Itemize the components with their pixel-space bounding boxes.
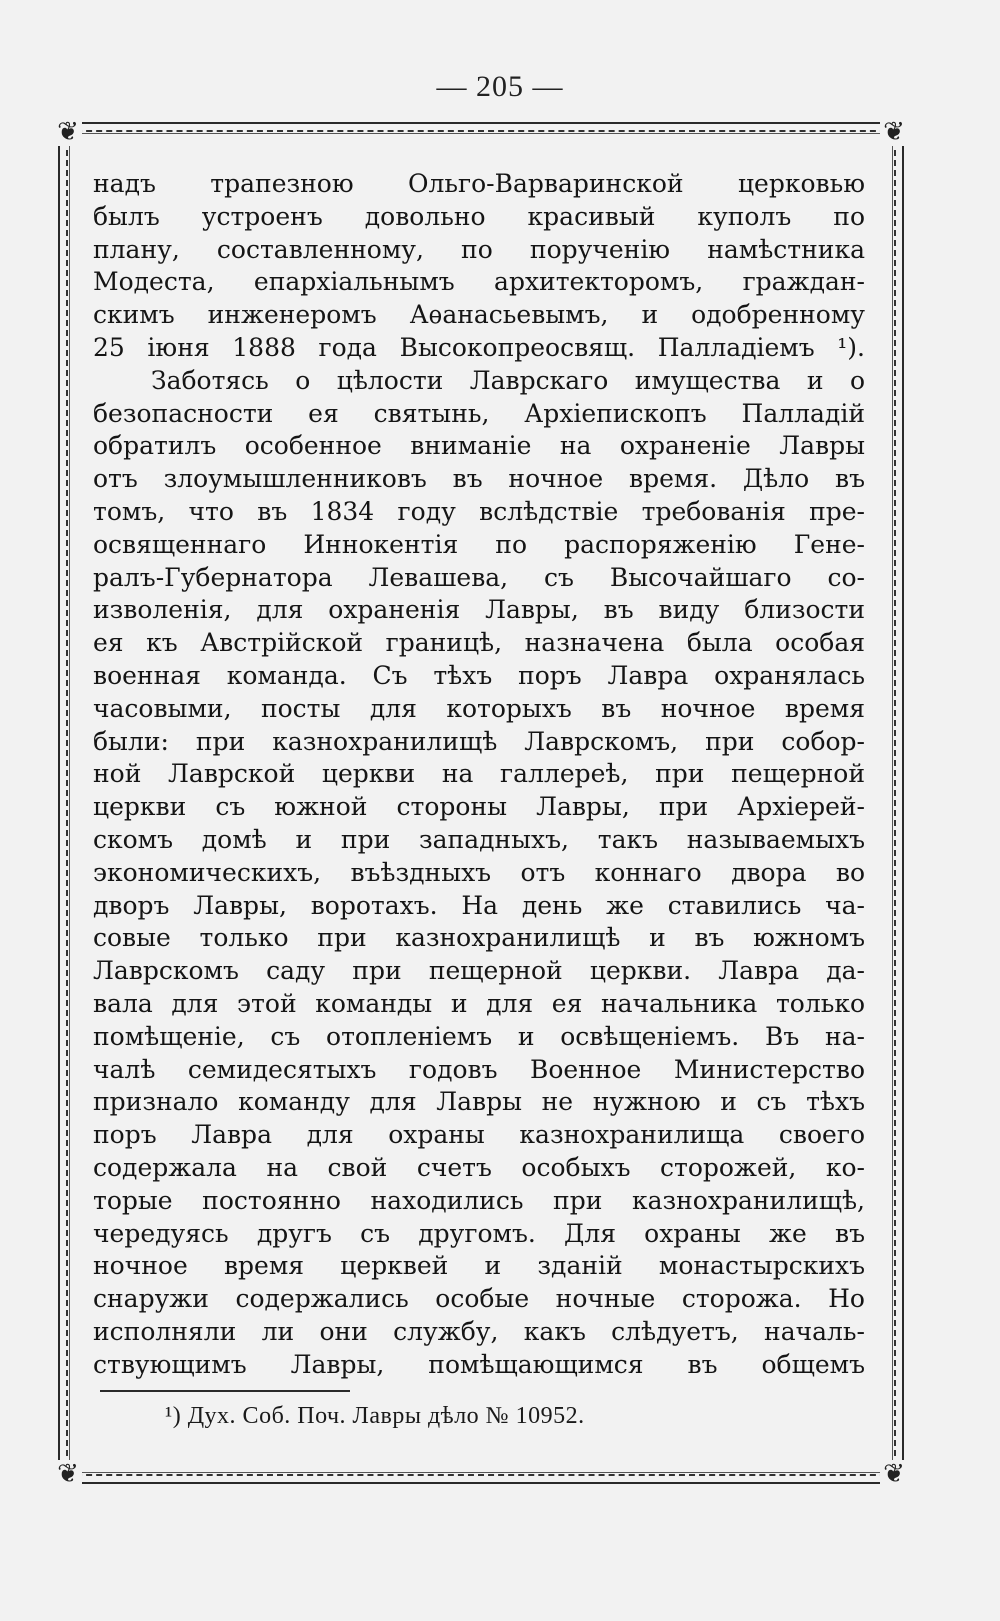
text-line: были: при казнохранилищѣ Лаврскомъ, при собор-	[93, 726, 865, 756]
text-line: томъ, что въ 1834 году вслѣдствіе требованія пре-	[93, 496, 865, 526]
text-line: обратилъ особенное вниманіе на охраненіе Лавры	[93, 431, 865, 461]
text-line: безопасности ея святынь, Архіепископъ Палладій	[93, 398, 865, 428]
text-line: признало команду для Лавры не нужною и съ тѣхъ	[93, 1087, 865, 1117]
text-line: изволенія, для охраненія Лавры, въ виду близости	[93, 595, 865, 625]
text-line: скомъ домѣ и при западныхъ, такъ называемыхъ	[93, 824, 865, 854]
frame-corner-ornament: ❦	[54, 1460, 82, 1488]
text-line: ралъ-Губернатора Левашева, съ Высочайшаго со-	[93, 562, 865, 592]
text-line: исполняли ли они службу, какъ слѣдуетъ, началь-	[93, 1316, 865, 1346]
text-line: 25 іюня 1888 года Высокопреосвящ. Палладіемъ ¹).	[93, 332, 865, 362]
text-line: освященнаго Иннокентія по распоряженію Гене-	[93, 529, 865, 559]
footnote-separator	[100, 1390, 350, 1392]
text-line: дворъ Лавры, воротахъ. На день же ставились ча-	[93, 890, 865, 920]
page-number: — 205 —	[436, 70, 564, 103]
text-line: совые только при казнохранилищѣ и въ южномъ	[93, 923, 865, 953]
text-line: экономическихъ, въѣздныхъ отъ коннаго двора во	[93, 857, 865, 887]
text-line: ствующимъ Лавры, помѣщающимся въ общемъ	[93, 1349, 865, 1379]
frame-corner-ornament: ❦	[880, 118, 908, 146]
text-line: помѣщеніе, съ отопленіемъ и освѣщеніемъ. Въ на-	[93, 1021, 865, 1051]
text-line: чалѣ семидесятыхъ годовъ Военное Министерство	[93, 1054, 865, 1084]
text-line: чередуясь другъ съ другомъ. Для охраны же въ	[93, 1218, 865, 1248]
text-line: ея къ Австрійской границѣ, назначена была особая	[93, 628, 865, 658]
text-line: Заботясь о цѣлости Лаврскаго имущества и о	[151, 365, 865, 395]
text-line: ночное время церквей и зданій монастырскихъ	[93, 1251, 865, 1281]
text-line: поръ Лавра для охраны казнохранилища своего	[93, 1120, 865, 1150]
text-line: надъ трапезною Ольго-Варваринской церковью	[93, 169, 865, 198]
text-line: отъ злоумышленниковъ въ ночное время. Дѣло въ	[93, 464, 865, 494]
text-line: плану, составленному, по порученію намѣстника	[93, 234, 865, 264]
text-line: вала для этой команды и для ея начальника только	[93, 988, 865, 1018]
text-line: часовыми, посты для которыхъ въ ночное время	[93, 693, 865, 723]
text-line: содержала на свой счетъ особыхъ сторожей, ко-	[93, 1152, 865, 1182]
frame-corner-ornament: ❦	[54, 118, 82, 146]
text-line: ной Лаврской церкви на галлереѣ, при пещерной	[93, 759, 865, 789]
text-line: Лаврскомъ саду при пещерной церкви. Лавра да-	[93, 956, 865, 986]
text-line: снаружи содержались особые ночные сторожа. Но	[93, 1284, 865, 1314]
footnote: ¹) Дух. Соб. Поч. Лавры дѣло № 10952.	[165, 1403, 585, 1429]
text-line: былъ устроенъ довольно красивый куполъ по	[93, 201, 865, 231]
text-line: Модеста, епархіальнымъ архитекторомъ, граждан-	[93, 267, 865, 297]
text-line: военная команда. Съ тѣхъ поръ Лавра охранялась	[93, 660, 865, 690]
frame-corner-ornament: ❦	[880, 1460, 908, 1488]
text-line: церкви съ южной стороны Лавры, при Архіерей-	[93, 792, 865, 822]
text-line: торые постоянно находились при казнохранилищѣ,	[93, 1185, 865, 1215]
body-text	[93, 168, 865, 1381]
text-line: скимъ инженеромъ Аѳанасьевымъ, и одобренному	[93, 300, 865, 330]
